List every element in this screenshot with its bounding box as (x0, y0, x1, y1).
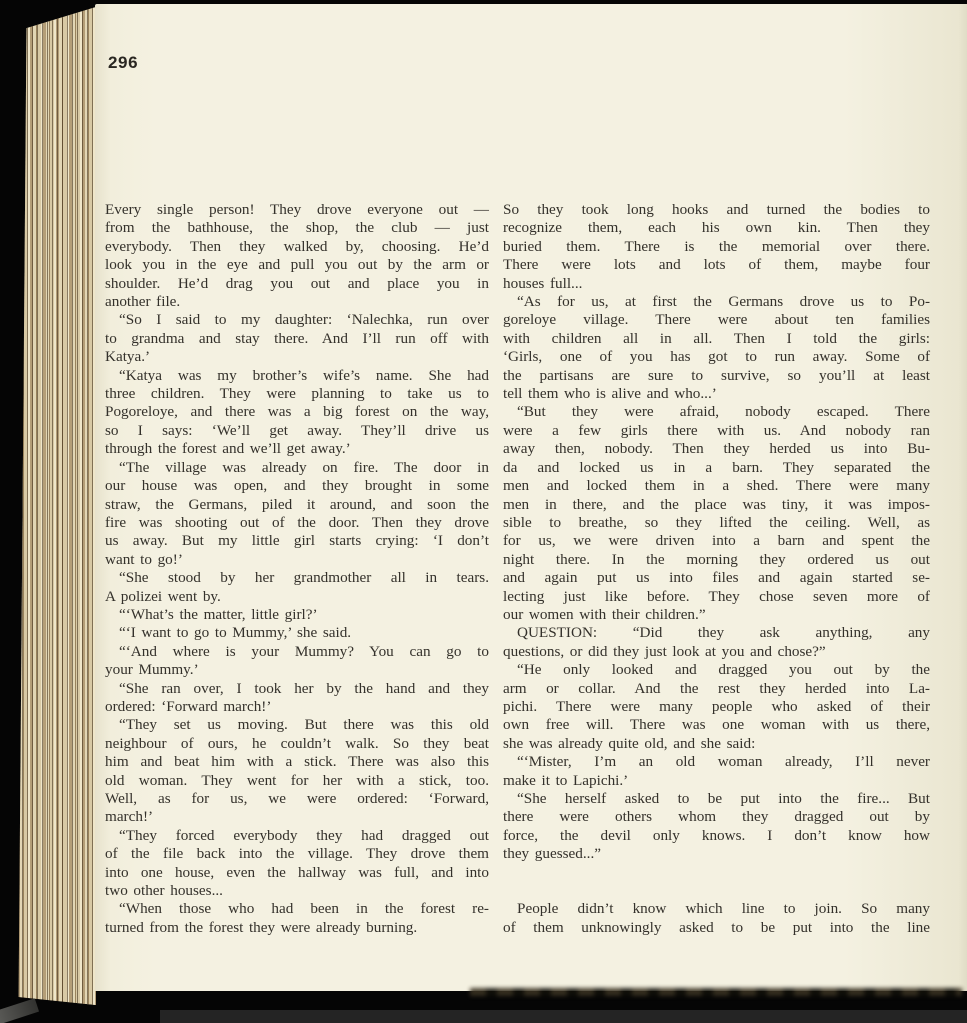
text-line: through the forest and we’ll get away.’ (105, 440, 351, 458)
text-line: our women with their children.” (503, 605, 706, 623)
text-line: everybody. Then they walked by, choosing. He’d (105, 237, 489, 255)
text-line: da and locked us in a barn. They separated the (503, 458, 930, 476)
text-line: she was already quite old, and she said: (503, 734, 756, 752)
text-line: own free will. There was one woman with us there, (503, 716, 930, 734)
text-line: march!’ (105, 808, 154, 826)
text-line: “So I said to my daughter: ‘Nalechka, run over (119, 311, 489, 329)
book-corner-highlight (0, 998, 39, 1023)
text-column-right (503, 201, 930, 937)
text-line: pichi. There were many people who asked of their (503, 697, 930, 715)
text-line: goreloye village. There were about ten families (503, 311, 930, 329)
text-line: sible to breathe, so they lifted the ceiling. Well, as (503, 513, 930, 531)
text-line: “She ran over, I took her by the hand and they (119, 679, 489, 697)
text-line: into one house, even the hallway was full, and into (105, 863, 489, 881)
text-line: Pogoreloye, and there was a big forest on the way, (105, 403, 489, 421)
text-line: another file. (105, 293, 181, 311)
text-line: So they took long hooks and turned the bodies to (503, 201, 930, 218)
text-line: There were lots and lots of them, maybe four (503, 256, 930, 274)
text-line: tell them who is alive and who...’ (503, 385, 717, 403)
text-line: force, the devil only knows. I don’t know how (503, 826, 930, 844)
text-line: “When those who had been in the forest re- (119, 900, 489, 918)
text-line: “‘I want to go to Mummy,’ she said. (119, 624, 352, 642)
book-cover-bottom (160, 1010, 967, 1023)
text-line: ordered: ‘Forward march!’ (105, 697, 272, 715)
text-line: houses full... (503, 274, 583, 292)
text-line: from the bathhouse, the shop, the club — just (105, 219, 489, 237)
text-line: two other houses... (105, 882, 223, 900)
text-line: neighbour of ours, he couldn’t walk. So they beat (105, 734, 489, 752)
text-line: “But they were afraid, nobody escaped. There (517, 403, 930, 421)
text-line: of them unknowingly asked to be put into the line (503, 918, 930, 936)
page-text (105, 201, 930, 937)
text-line: us away. But my little girl starts crying: ‘I don’t (105, 532, 489, 550)
text-line: make it to Lapichi.’ (503, 771, 629, 789)
text-line: “She herself asked to be put into the fire... But (517, 790, 930, 807)
text-line: “As for us, at first the Germans drove us to Po- (517, 293, 930, 311)
text-line: him and beat him with a stick. There was also this (105, 753, 489, 771)
text-line: “‘And where is your Mummy? You can go to (119, 642, 489, 660)
book-page (95, 4, 967, 991)
text-line: with children all in all. Then I told the girls: (503, 329, 930, 347)
text-line: men in there, and the place was tiny, it was impos- (503, 495, 930, 513)
text-line: for us, we were driven into a barn and spent the (503, 532, 930, 550)
text-line: People didn’t know which line to join. So many (517, 900, 930, 918)
text-line: fire was shooting out of the door. Then they drove (105, 513, 489, 531)
next-page-showthrough (470, 988, 962, 996)
text-line: A polizei went by. (105, 587, 221, 605)
text-line: “They forced everybody they had dragged out (119, 826, 489, 844)
text-line: look you in the eye and pull you out by the arm or (105, 256, 489, 274)
text-line: Katya.’ (105, 348, 151, 366)
text-line: “‘What’s the matter, little girl?’ (119, 605, 318, 623)
text-line: “She stood by her grandmother all in tears. (119, 569, 489, 587)
text-line: shoulder. He’d drag you out and place you in (105, 274, 489, 292)
text-line: there were others whom they dragged out by (503, 808, 930, 826)
text-line: night there. In the morning they ordered us out (503, 550, 930, 568)
text-line: men and locked them in a shed. There were many (503, 477, 930, 495)
text-line: “They set us moving. But there was this old (119, 716, 489, 734)
text-line: were a few girls there with us. And nobody ran (503, 421, 930, 439)
text-line: QUESTION: “Did they ask anything, any (517, 624, 930, 642)
text-line: straw, the Germans, piled it around, and soon the (105, 495, 489, 513)
book-page-edges (17, 4, 96, 1008)
text-line: your Mummy.’ (105, 661, 199, 679)
text-line: buried them. There is the memorial over there. (503, 237, 930, 255)
text-line: turned from the forest they were already burning. (105, 918, 418, 936)
text-line: so I says: ‘We’ll get away. They’ll drive us (105, 421, 489, 439)
text-line: away then, nobody. Then they herded us into Bu- (503, 440, 930, 458)
text-line: “‘Mister, I’m an old woman already, I’ll never (517, 753, 930, 771)
page-number: 296 (108, 53, 139, 72)
text-line: our house was open, and they brought in some (105, 477, 489, 495)
text-line: and again put us into files and again started se- (503, 569, 930, 587)
text-line: of the file back into the village. They drove them (105, 845, 489, 863)
text-line: arm or collar. And the rest they herded into La- (503, 679, 930, 697)
text-line: “He only looked and dragged you out by the (517, 661, 930, 679)
text-column-left (105, 201, 489, 937)
text-line: to grandma and stay there. And I’ll run off with (105, 329, 489, 347)
text-line: questions, or did they just look at you and chose?” (503, 642, 826, 660)
text-line: they guessed...” (503, 845, 601, 863)
text-line-spacer (503, 864, 930, 882)
text-line: three children. They were planning to take us to (105, 385, 489, 403)
text-line: “Katya was my brother’s wife’s name. She had (119, 366, 489, 384)
text-line: ‘Girls, one of you has got to run away. Some of (503, 348, 930, 366)
text-line: want to go!’ (105, 550, 183, 568)
text-line: old woman. They went for her with a stick, too. (105, 771, 489, 789)
text-line: recognize them, each his own kin. Then they (503, 219, 930, 237)
text-line-spacer (503, 882, 930, 900)
text-line: Every single person! They drove everyone out — (105, 201, 489, 218)
text-line: “The village was already on fire. The door in (119, 458, 489, 476)
text-line: the partisans are sure to survive, so you’ll at least (503, 366, 930, 384)
text-line: lecting just like before. They chose seven more of (503, 587, 930, 605)
text-line: Well, as for us, we were ordered: ‘Forward, (105, 790, 489, 807)
